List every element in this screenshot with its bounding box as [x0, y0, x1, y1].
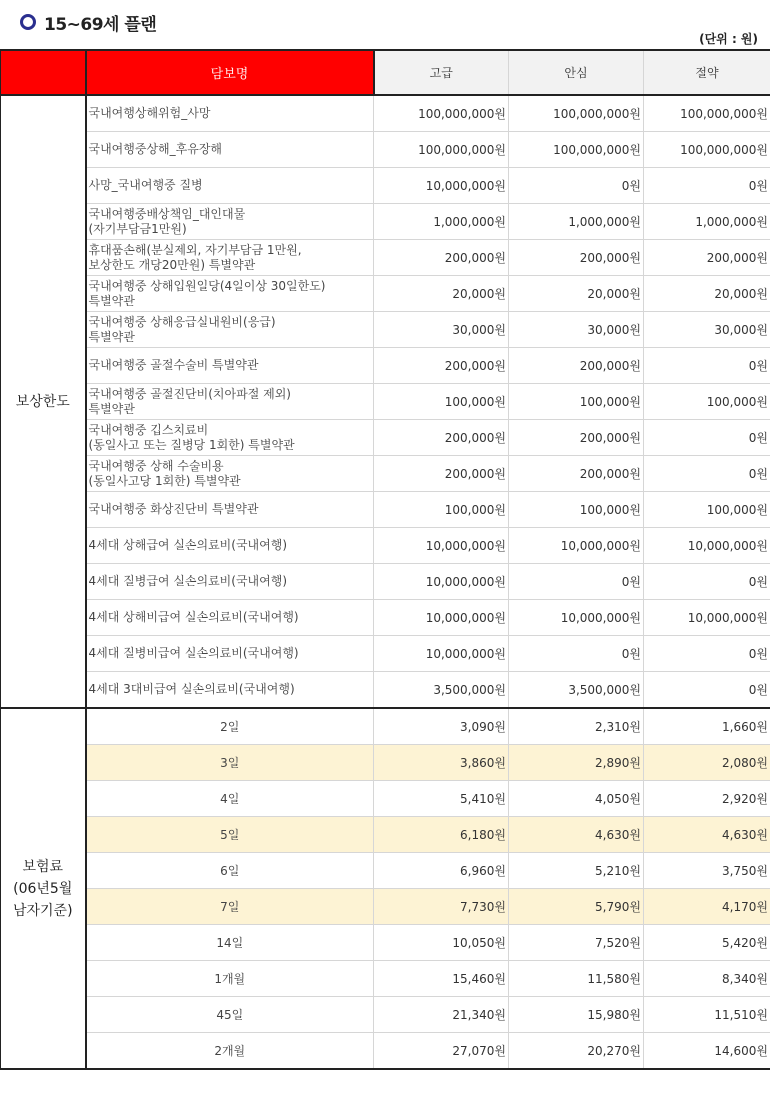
- premium-row: [1, 1033, 770, 1070]
- premium-period: 2개월: [86, 1033, 374, 1070]
- coverage-amount: 0원: [509, 636, 644, 672]
- premium-amount: 11,580원: [509, 961, 644, 997]
- premium-amount: 2,920원: [644, 781, 770, 817]
- coverage-amount: 0원: [644, 456, 770, 492]
- col-header-coverage: 담보명: [86, 50, 374, 95]
- coverage-name: 국내여행중 골절수술비 특별약관: [86, 348, 374, 384]
- premium-amount: 3,090원: [374, 708, 509, 745]
- premium-amount: 5,420원: [644, 925, 770, 961]
- premium-period: 2일: [86, 708, 374, 745]
- coverage-amount: 3,500,000원: [374, 672, 509, 709]
- coverage-amount: 10,000,000원: [374, 168, 509, 204]
- coverage-amount: 200,000원: [374, 420, 509, 456]
- page-header: [20, 8, 156, 36]
- premium-amount: 15,980원: [509, 997, 644, 1033]
- coverage-amount: 100,000,000원: [644, 95, 770, 132]
- premium-amount: 5,410원: [374, 781, 509, 817]
- coverage-name: 4세대 3대비급여 실손의료비(국내여행): [86, 672, 374, 709]
- premium-period: 45일: [86, 997, 374, 1033]
- coverage-name: 국내여행중 깁스치료비 (동일사고 또는 질병당 1회한) 특별약관: [86, 420, 374, 456]
- premium-amount: 27,070원: [374, 1033, 509, 1070]
- coverage-row: [1, 492, 770, 528]
- premium-row: [1, 961, 770, 997]
- coverage-amount: 200,000원: [509, 240, 644, 276]
- coverage-amount: 0원: [644, 564, 770, 600]
- coverage-amount: 0원: [644, 168, 770, 204]
- coverage-amount: 1,000,000원: [509, 204, 644, 240]
- coverage-name: 4세대 질병비급여 실손의료비(국내여행): [86, 636, 374, 672]
- table-header-row: [1, 50, 770, 95]
- coverage-name: 국내여행상해위험_사망: [86, 95, 374, 132]
- premium-period: 6일: [86, 853, 374, 889]
- coverage-amount: 10,000,000원: [509, 600, 644, 636]
- coverage-amount: 100,000원: [374, 384, 509, 420]
- coverage-amount: 100,000원: [509, 492, 644, 528]
- coverage-row: [1, 95, 770, 132]
- premium-amount: 4,170원: [644, 889, 770, 925]
- coverage-amount: 100,000원: [374, 492, 509, 528]
- coverage-row: [1, 348, 770, 384]
- coverage-amount: 20,000원: [509, 276, 644, 312]
- premium-row: [1, 708, 770, 745]
- coverage-group-label: 보상한도: [1, 95, 86, 708]
- premium-amount: 20,270원: [509, 1033, 644, 1070]
- premium-amount: 15,460원: [374, 961, 509, 997]
- premium-row: [1, 817, 770, 853]
- premium-amount: 11,510원: [644, 997, 770, 1033]
- coverage-row: [1, 240, 770, 276]
- premium-amount: 2,310원: [509, 708, 644, 745]
- premium-amount: 6,960원: [374, 853, 509, 889]
- coverage-amount: 100,000,000원: [374, 132, 509, 168]
- premium-row: [1, 853, 770, 889]
- premium-period: 4일: [86, 781, 374, 817]
- premium-amount: 5,210원: [509, 853, 644, 889]
- premium-amount: 7,520원: [509, 925, 644, 961]
- coverage-amount: 0원: [644, 672, 770, 709]
- coverage-row: [1, 276, 770, 312]
- coverage-amount: 0원: [509, 168, 644, 204]
- premium-period: 3일: [86, 745, 374, 781]
- premium-row: [1, 889, 770, 925]
- unit-label: (단위 : 원): [699, 32, 758, 46]
- coverage-amount: 0원: [644, 348, 770, 384]
- coverage-amount: 200,000원: [509, 456, 644, 492]
- coverage-name: 4세대 상해급여 실손의료비(국내여행): [86, 528, 374, 564]
- coverage-amount: 200,000원: [374, 240, 509, 276]
- coverage-amount: 200,000원: [509, 348, 644, 384]
- coverage-row: [1, 132, 770, 168]
- coverage-row: [1, 168, 770, 204]
- coverage-name: 국내여행중 상해응급실내원비(응급) 특별약관: [86, 312, 374, 348]
- coverage-name: 4세대 상해비급여 실손의료비(국내여행): [86, 600, 374, 636]
- premium-amount: 10,050원: [374, 925, 509, 961]
- premium-amount: 21,340원: [374, 997, 509, 1033]
- premium-amount: 3,860원: [374, 745, 509, 781]
- premium-row: [1, 997, 770, 1033]
- coverage-row: [1, 672, 770, 709]
- coverage-amount: 0원: [509, 564, 644, 600]
- coverage-name: 사망_국내여행중 질병: [86, 168, 374, 204]
- premium-amount: 1,660원: [644, 708, 770, 745]
- coverage-row: [1, 600, 770, 636]
- coverage-row: [1, 312, 770, 348]
- coverage-row: [1, 420, 770, 456]
- coverage-amount: 20,000원: [644, 276, 770, 312]
- premium-amount: 5,790원: [509, 889, 644, 925]
- col-header-premium-plan: 고급: [374, 50, 509, 95]
- premium-row: [1, 925, 770, 961]
- coverage-name: 4세대 질병급여 실손의료비(국내여행): [86, 564, 374, 600]
- premium-amount: 8,340원: [644, 961, 770, 997]
- premium-period: 14일: [86, 925, 374, 961]
- coverage-amount: 10,000,000원: [374, 636, 509, 672]
- coverage-amount: 200,000원: [374, 456, 509, 492]
- page-title: 15~69세 플랜: [44, 14, 157, 35]
- coverage-row: [1, 636, 770, 672]
- coverage-amount: 30,000원: [509, 312, 644, 348]
- premium-period: 1개월: [86, 961, 374, 997]
- premium-amount: 2,080원: [644, 745, 770, 781]
- coverage-name: 국내여행중 상해입원일당(4일이상 30일한도) 특별약관: [86, 276, 374, 312]
- coverage-name: 국내여행중 화상진단비 특별약관: [86, 492, 374, 528]
- coverage-amount: 3,500,000원: [509, 672, 644, 709]
- circle-bullet-icon: [20, 14, 36, 30]
- coverage-row: [1, 528, 770, 564]
- premium-amount: 2,890원: [509, 745, 644, 781]
- coverage-amount: 10,000,000원: [644, 600, 770, 636]
- coverage-amount: 10,000,000원: [374, 564, 509, 600]
- table-body: [1, 95, 770, 1069]
- premium-row: [1, 745, 770, 781]
- col-header-economy-plan: 절약: [644, 50, 770, 95]
- col-header-group: [1, 50, 86, 95]
- coverage-amount: 100,000원: [644, 384, 770, 420]
- coverage-amount: 20,000원: [374, 276, 509, 312]
- premium-row: [1, 781, 770, 817]
- coverage-amount: 0원: [644, 636, 770, 672]
- coverage-amount: 100,000,000원: [644, 132, 770, 168]
- coverage-amount: 100,000,000원: [509, 132, 644, 168]
- coverage-amount: 10,000,000원: [644, 528, 770, 564]
- coverage-amount: 100,000원: [509, 384, 644, 420]
- coverage-row: [1, 564, 770, 600]
- premium-amount: 3,750원: [644, 853, 770, 889]
- coverage-row: [1, 456, 770, 492]
- premium-amount: 4,630원: [644, 817, 770, 853]
- coverage-amount: 0원: [644, 420, 770, 456]
- premium-period: 7일: [86, 889, 374, 925]
- premium-amount: 7,730원: [374, 889, 509, 925]
- coverage-name: 휴대품손해(분실제외, 자기부담금 1만원, 보상한도 개당20만원) 특별약관: [86, 240, 374, 276]
- coverage-name: 국내여행중상해_후유장해: [86, 132, 374, 168]
- coverage-amount: 100,000원: [644, 492, 770, 528]
- coverage-amount: 1,000,000원: [644, 204, 770, 240]
- coverage-amount: 1,000,000원: [374, 204, 509, 240]
- premium-period: 5일: [86, 817, 374, 853]
- col-header-standard-plan: 안심: [509, 50, 644, 95]
- premium-amount: 4,050원: [509, 781, 644, 817]
- premium-amount: 14,600원: [644, 1033, 770, 1070]
- coverage-amount: 10,000,000원: [374, 600, 509, 636]
- plan-table: [0, 49, 770, 1070]
- coverage-row: [1, 384, 770, 420]
- coverage-name: 국내여행중 상해 수술비용 (동일사고당 1회한) 특별약관: [86, 456, 374, 492]
- coverage-name: 국내여행중배상책임_대인대물 (자기부담금1만원): [86, 204, 374, 240]
- coverage-amount: 10,000,000원: [509, 528, 644, 564]
- coverage-amount: 200,000원: [644, 240, 770, 276]
- coverage-amount: 10,000,000원: [374, 528, 509, 564]
- coverage-row: [1, 204, 770, 240]
- coverage-amount: 30,000원: [374, 312, 509, 348]
- coverage-name: 국내여행중 골절진단비(치아파절 제외) 특별약관: [86, 384, 374, 420]
- coverage-amount: 30,000원: [644, 312, 770, 348]
- premium-amount: 4,630원: [509, 817, 644, 853]
- coverage-amount: 200,000원: [509, 420, 644, 456]
- premium-group-label: 보험료 (06년5월 남자기준): [1, 708, 86, 1069]
- coverage-amount: 100,000,000원: [509, 95, 644, 132]
- coverage-amount: 100,000,000원: [374, 95, 509, 132]
- premium-amount: 6,180원: [374, 817, 509, 853]
- coverage-amount: 200,000원: [374, 348, 509, 384]
